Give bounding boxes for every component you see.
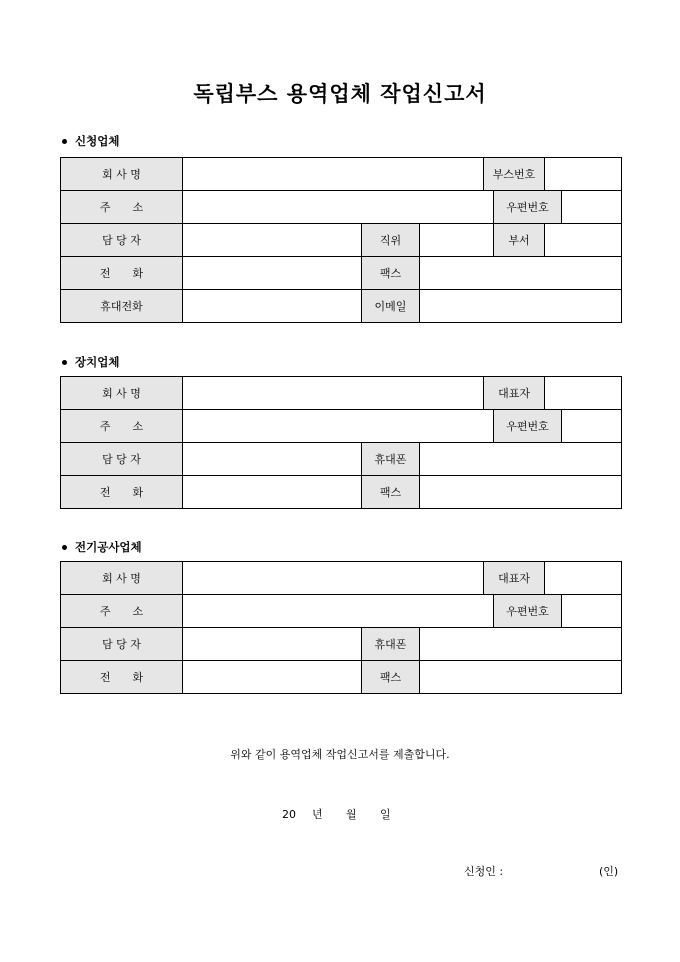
zip-field[interactable]	[562, 410, 622, 443]
phone-field[interactable]	[183, 476, 362, 509]
fax-label: 팩스	[362, 257, 420, 290]
fax-field[interactable]	[420, 476, 622, 509]
address-field[interactable]	[183, 410, 494, 443]
position-field[interactable]	[420, 224, 494, 257]
manager-field[interactable]	[183, 628, 362, 661]
address-label: 주 소	[61, 410, 183, 443]
mobile-field[interactable]	[183, 290, 362, 323]
table-row	[61, 443, 622, 476]
email-label: 이메일	[362, 290, 420, 323]
zip-field[interactable]	[562, 595, 622, 628]
section-heading-installer	[62, 354, 119, 370]
table-row	[61, 158, 622, 191]
manager-label: 담 당 자	[61, 224, 183, 257]
fax-field[interactable]	[420, 661, 622, 694]
department-label: 부서	[494, 224, 545, 257]
email-field[interactable]	[420, 290, 622, 323]
submission-statement: 위와 같이 용역업체 작업신고서를 제출합니다.	[230, 748, 450, 761]
mobile-label: 휴대전화	[61, 290, 183, 323]
phone-label: 전 화	[61, 661, 183, 694]
address-field[interactable]	[183, 191, 494, 224]
bullet-icon	[62, 139, 67, 144]
address-label: 주 소	[61, 595, 183, 628]
table-row	[61, 290, 622, 323]
section-heading-electrical	[62, 539, 142, 555]
applicant-signature-label: 신청인 :	[464, 865, 504, 878]
company-label: 회 사 명	[61, 562, 183, 595]
mobile-field[interactable]	[420, 628, 622, 661]
electrical-table	[60, 561, 622, 694]
company-label: 회 사 명	[61, 377, 183, 410]
company-field[interactable]	[183, 562, 484, 595]
bullet-icon	[62, 360, 67, 365]
section-title: 신청업체	[75, 134, 120, 148]
phone-label: 전 화	[61, 257, 183, 290]
section-title: 장치업체	[75, 355, 120, 369]
company-label: 회 사 명	[61, 158, 183, 191]
fax-field[interactable]	[420, 257, 622, 290]
zip-label: 우편번호	[494, 191, 562, 224]
phone-label: 전 화	[61, 476, 183, 509]
section-title: 전기공사업체	[75, 540, 142, 554]
booth-no-field[interactable]	[545, 158, 622, 191]
table-row	[61, 257, 622, 290]
table-row	[61, 595, 622, 628]
table-row	[61, 224, 622, 257]
section-heading-applicant	[62, 133, 119, 149]
manager-label: 담 당 자	[61, 628, 183, 661]
mobile-label: 휴대폰	[362, 443, 420, 476]
manager-field[interactable]	[183, 443, 362, 476]
position-label: 직위	[362, 224, 420, 257]
fax-label: 팩스	[362, 476, 420, 509]
booth-no-label: 부스번호	[484, 158, 545, 191]
ceo-label: 대표자	[484, 562, 545, 595]
mobile-field[interactable]	[420, 443, 622, 476]
phone-field[interactable]	[183, 257, 362, 290]
installer-table	[60, 376, 622, 509]
applicant-table	[60, 157, 622, 323]
table-row	[61, 562, 622, 595]
mobile-label: 휴대폰	[362, 628, 420, 661]
table-row	[61, 377, 622, 410]
address-label: 주 소	[61, 191, 183, 224]
manager-label: 담 당 자	[61, 443, 183, 476]
address-field[interactable]	[183, 595, 494, 628]
page-title: 독립부스 용역업체 작업신고서	[193, 81, 487, 106]
table-row	[61, 410, 622, 443]
ceo-label: 대표자	[484, 377, 545, 410]
fax-label: 팩스	[362, 661, 420, 694]
company-field[interactable]	[183, 158, 484, 191]
zip-field[interactable]	[562, 191, 622, 224]
bullet-icon	[62, 545, 67, 550]
department-field[interactable]	[545, 224, 622, 257]
seal-mark: (인)	[599, 865, 619, 878]
date-line	[282, 806, 391, 822]
day-label: 일	[380, 808, 391, 821]
ceo-field[interactable]	[545, 562, 622, 595]
year-prefix: 20	[282, 808, 296, 821]
manager-field[interactable]	[183, 224, 362, 257]
company-field[interactable]	[183, 377, 484, 410]
zip-label: 우편번호	[494, 595, 562, 628]
ceo-field[interactable]	[545, 377, 622, 410]
zip-label: 우편번호	[494, 410, 562, 443]
phone-field[interactable]	[183, 661, 362, 694]
table-row	[61, 661, 622, 694]
table-row	[61, 191, 622, 224]
table-row	[61, 628, 622, 661]
year-label: 년	[312, 808, 323, 821]
table-row	[61, 476, 622, 509]
month-label: 월	[346, 808, 357, 821]
